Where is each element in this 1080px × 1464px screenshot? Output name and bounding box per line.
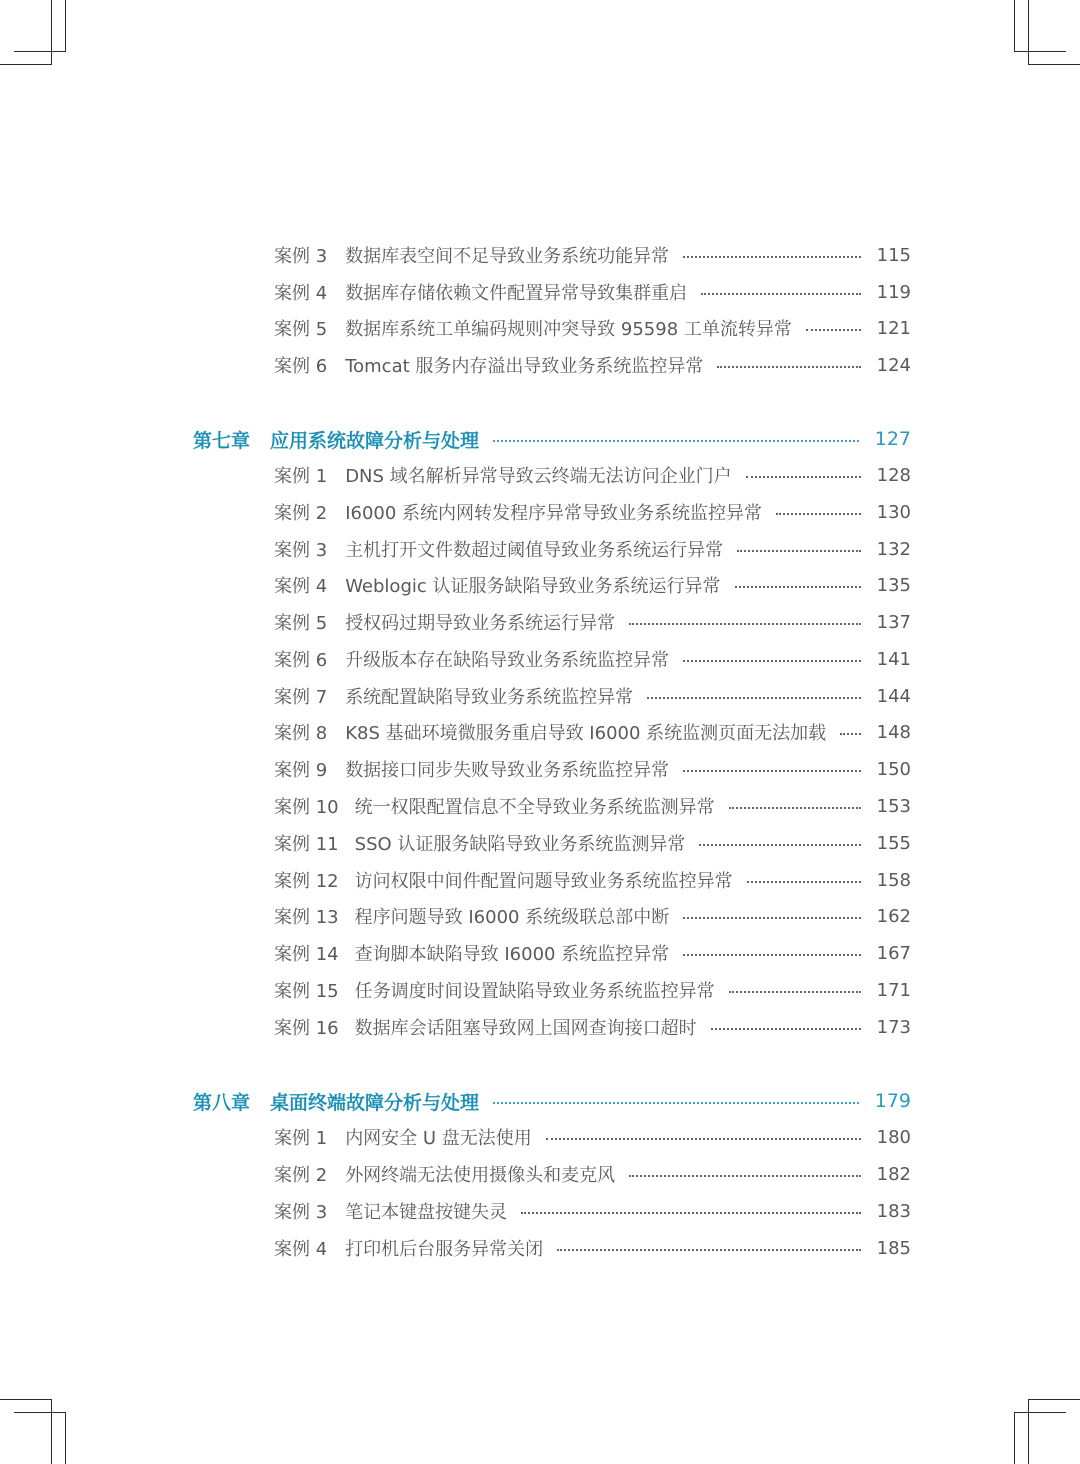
toc-entry[interactable] <box>274 898 911 934</box>
page-number: 148 <box>876 721 911 743</box>
chapter-label: 第七章 <box>193 429 251 452</box>
leader-dots <box>729 807 861 809</box>
case-label: 案例 4 <box>274 283 328 304</box>
leader-dots <box>699 844 860 846</box>
case-label: 案例 6 <box>274 356 328 377</box>
leader-dots <box>557 1249 860 1251</box>
case-title: 授权码过期导致业务系统运行异常 <box>345 613 616 634</box>
toc-entry[interactable] <box>274 237 911 273</box>
leader-dots <box>717 366 860 368</box>
toc-entry[interactable] <box>274 714 911 750</box>
case-label: 案例 2 <box>274 503 328 524</box>
case-title: SSO 认证服务缺陷导致业务系统监测异常 <box>354 834 686 855</box>
page-number: 179 <box>874 1090 911 1112</box>
case-title: 程序问题导致 I6000 系统级联总部中断 <box>354 907 670 928</box>
page-number: 128 <box>876 464 911 486</box>
leader-dots <box>806 329 861 331</box>
leader-dots <box>735 586 861 588</box>
leader-dots <box>747 881 861 883</box>
toc-entry[interactable] <box>274 935 911 971</box>
chapter-heading[interactable] <box>193 421 911 457</box>
toc-entry[interactable] <box>274 531 911 567</box>
page-number: 135 <box>876 574 911 596</box>
case-title: 外网终端无法使用摄像头和麦克风 <box>345 1165 616 1186</box>
case-label: 案例 1 <box>274 1128 328 1149</box>
case-label: 案例 8 <box>274 723 328 744</box>
leader-dots <box>546 1138 861 1140</box>
page-number: 150 <box>876 758 911 780</box>
leader-dots <box>711 1028 861 1030</box>
case-label: 案例 6 <box>274 650 328 671</box>
case-title: 访问权限中间件配置问题导致业务系统监控异常 <box>354 871 733 892</box>
toc-entry[interactable] <box>274 604 911 640</box>
page-number: 171 <box>876 979 911 1001</box>
page-number: 127 <box>874 428 911 450</box>
leader-dots <box>493 1102 859 1104</box>
case-title: 打印机后台服务异常关闭 <box>345 1239 544 1260</box>
case-label: 案例 7 <box>274 687 328 708</box>
case-label: 案例 5 <box>274 613 328 634</box>
case-label: 案例 13 <box>274 907 339 928</box>
page-number: 183 <box>876 1200 911 1222</box>
toc-entry[interactable] <box>274 567 911 603</box>
case-label: 案例 3 <box>274 246 328 267</box>
toc-entry[interactable] <box>274 347 911 383</box>
leader-dots <box>737 550 860 552</box>
page-number: 162 <box>876 905 911 927</box>
case-label: 案例 15 <box>274 981 339 1002</box>
page-number: 153 <box>876 795 911 817</box>
case-label: 案例 14 <box>274 944 339 965</box>
case-label: 案例 4 <box>274 1239 328 1260</box>
page-number: 155 <box>876 832 911 854</box>
case-label: 案例 11 <box>274 834 339 855</box>
case-title: 任务调度时间设置缺陷导致业务系统监控异常 <box>354 981 715 1002</box>
leader-dots <box>647 697 860 699</box>
toc-entry[interactable] <box>274 641 911 677</box>
page-number: 185 <box>876 1237 911 1259</box>
page-number: 167 <box>876 942 911 964</box>
leader-dots <box>629 623 860 625</box>
leader-dots <box>729 991 861 993</box>
toc-entry[interactable] <box>274 1009 911 1045</box>
leader-dots <box>701 293 860 295</box>
page-number: 144 <box>876 685 911 707</box>
leader-dots <box>683 660 860 662</box>
page-number: 124 <box>876 354 911 376</box>
leader-dots <box>521 1212 860 1214</box>
case-title: 系统配置缺陷导致业务系统监控异常 <box>345 687 634 708</box>
leader-dots <box>629 1175 860 1177</box>
toc-entry[interactable] <box>274 1119 911 1155</box>
case-title: 升级版本存在缺陷导致业务系统监控异常 <box>345 650 670 671</box>
page-number: 119 <box>876 281 911 303</box>
case-title: 内网安全 U 盘无法使用 <box>345 1128 532 1149</box>
leader-dots <box>683 954 860 956</box>
toc-entry[interactable] <box>274 862 911 898</box>
leader-dots <box>746 476 861 478</box>
toc-entry[interactable] <box>274 972 911 1008</box>
case-title: 查询脚本缺陷导致 I6000 系统监控异常 <box>354 944 670 965</box>
toc-entry[interactable] <box>274 678 911 714</box>
case-title: Weblogic 认证服务缺陷导致业务系统运行异常 <box>345 576 721 597</box>
case-label: 案例 2 <box>274 1165 328 1186</box>
chapter-title: 桌面终端故障分析与处理 <box>270 1091 480 1114</box>
case-label: 案例 3 <box>274 1202 328 1223</box>
page-number: 173 <box>876 1016 911 1038</box>
case-title: 数据库会话阻塞导致网上国网查询接口超时 <box>354 1018 697 1039</box>
case-label: 案例 4 <box>274 576 328 597</box>
case-title: 数据接口同步失败导致业务系统监控异常 <box>345 760 670 781</box>
case-label: 案例 1 <box>274 466 328 487</box>
case-label: 案例 10 <box>274 797 339 818</box>
leader-dots <box>493 440 859 442</box>
case-title: 数据库存储依赖文件配置异常导致集群重启 <box>345 283 688 304</box>
page-number: 121 <box>876 317 911 339</box>
page-number: 137 <box>876 611 911 633</box>
case-title: 数据库表空间不足导致业务系统功能异常 <box>345 246 670 267</box>
chapter-title: 应用系统故障分析与处理 <box>270 429 480 452</box>
page-number: 141 <box>876 648 911 670</box>
page-number: 158 <box>876 869 911 891</box>
toc-entry[interactable] <box>274 457 911 493</box>
case-title: Tomcat 服务内存溢出导致业务系统监控异常 <box>345 356 704 377</box>
leader-dots <box>840 733 860 735</box>
case-label: 案例 12 <box>274 871 339 892</box>
toc-entry[interactable] <box>274 310 911 346</box>
page-number: 130 <box>876 501 911 523</box>
toc-entry[interactable] <box>274 788 911 824</box>
case-title: 统一权限配置信息不全导致业务系统监测异常 <box>354 797 715 818</box>
page-number: 115 <box>876 244 911 266</box>
page-number: 182 <box>876 1163 911 1185</box>
case-label: 案例 9 <box>274 760 328 781</box>
case-title: K8S 基础环境微服务重启导致 I6000 系统监测页面无法加载 <box>345 723 827 744</box>
page-number: 180 <box>876 1126 911 1148</box>
toc-entry[interactable] <box>274 274 911 310</box>
case-title: 数据库系统工单编码规则冲突导致 95598 工单流转异常 <box>345 319 792 340</box>
case-label: 案例 16 <box>274 1018 339 1039</box>
toc-entry[interactable] <box>274 1230 911 1266</box>
leader-dots <box>683 770 860 772</box>
case-title: I6000 系统内网转发程序异常导致业务系统监控异常 <box>345 503 763 524</box>
case-title: 笔记本键盘按键失灵 <box>345 1202 508 1223</box>
case-title: 主机打开文件数超过阈值导致业务系统运行异常 <box>345 540 724 561</box>
leader-dots <box>683 256 860 258</box>
case-label: 案例 3 <box>274 540 328 561</box>
chapter-label: 第八章 <box>193 1091 251 1114</box>
toc-entry[interactable] <box>274 1193 911 1229</box>
toc-entry[interactable] <box>274 1156 911 1192</box>
toc-entry[interactable] <box>274 494 911 530</box>
leader-dots <box>776 513 861 515</box>
case-title: DNS 域名解析异常导致云终端无法访问企业门户 <box>345 466 732 487</box>
toc-entry[interactable] <box>274 751 911 787</box>
leader-dots <box>683 917 860 919</box>
case-label: 案例 5 <box>274 319 328 340</box>
page-number: 132 <box>876 538 911 560</box>
toc-entry[interactable] <box>274 825 911 861</box>
chapter-heading[interactable] <box>193 1083 911 1119</box>
